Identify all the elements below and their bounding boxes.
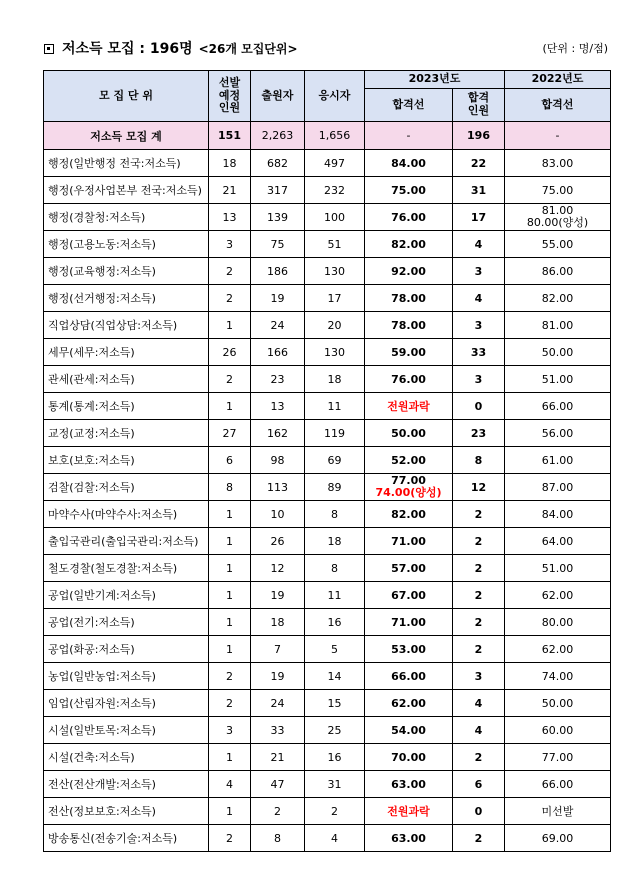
cell-unit-name: 공업(화공:저소득) xyxy=(44,636,209,663)
cell-examinees: 89 xyxy=(305,474,365,501)
cell-examinees: 14 xyxy=(305,663,365,690)
cell-examinees: 4 xyxy=(305,825,365,852)
total-planned: 151 xyxy=(209,122,251,150)
cell-unit-name: 시설(건축:저소득) xyxy=(44,744,209,771)
cell-applicants: 8 xyxy=(251,825,305,852)
cell-examinees: 100 xyxy=(305,204,365,231)
cell-unit-name: 전산(정보보호:저소득) xyxy=(44,798,209,825)
cell-passed-2023: 2 xyxy=(453,825,505,852)
cell-examinees: 8 xyxy=(305,501,365,528)
unit-label: (단위 : 명/점) xyxy=(542,42,608,55)
cell-passed-2023: 2 xyxy=(453,582,505,609)
cell-score-2022: 80.00 xyxy=(505,609,611,636)
header-passers-2023: 합격 인원 xyxy=(453,89,505,122)
table-row xyxy=(44,285,611,312)
cell-planned: 1 xyxy=(209,744,251,771)
cell-score-2022: 86.00 xyxy=(505,258,611,285)
cell-examinees: 20 xyxy=(305,312,365,339)
cell-score-2023: 전원과락 xyxy=(365,393,453,420)
cell-planned: 26 xyxy=(209,339,251,366)
table-row xyxy=(44,393,611,420)
cell-score-2023: 78.00 xyxy=(365,285,453,312)
cell-score-2022: 56.00 xyxy=(505,420,611,447)
cell-planned: 6 xyxy=(209,447,251,474)
cell-planned: 3 xyxy=(209,717,251,744)
table-row xyxy=(44,717,611,744)
cell-score-2023: 53.00 xyxy=(365,636,453,663)
table-row xyxy=(44,771,611,798)
cell-score-2022: 75.00 xyxy=(505,177,611,204)
cell-unit-name: 농업(일반농업:저소득) xyxy=(44,663,209,690)
cell-applicants: 75 xyxy=(251,231,305,258)
cell-examinees: 2 xyxy=(305,798,365,825)
table-row xyxy=(44,366,611,393)
header-pass-score-2023: 합격선 xyxy=(365,89,453,122)
cell-score-2023: 63.00 xyxy=(365,825,453,852)
page-title xyxy=(44,38,298,58)
cell-applicants: 19 xyxy=(251,663,305,690)
cell-planned: 2 xyxy=(209,285,251,312)
cell-score-2023: 71.00 xyxy=(365,609,453,636)
cell-planned: 2 xyxy=(209,825,251,852)
cell-examinees: 119 xyxy=(305,420,365,447)
cell-examinees: 130 xyxy=(305,339,365,366)
header-applicants: 출원자 xyxy=(251,71,305,122)
cell-examinees: 18 xyxy=(305,366,365,393)
cell-applicants: 21 xyxy=(251,744,305,771)
table-row xyxy=(44,231,611,258)
total-passed-2023: 196 xyxy=(453,122,505,150)
cell-passed-2023: 4 xyxy=(453,231,505,258)
cell-score-2023: 50.00 xyxy=(365,420,453,447)
cell-examinees: 5 xyxy=(305,636,365,663)
cell-passed-2023: 2 xyxy=(453,528,505,555)
cell-passed-2023: 2 xyxy=(453,744,505,771)
cell-unit-name: 직업상담(직업상담:저소득) xyxy=(44,312,209,339)
cell-score-2023: 76.00 xyxy=(365,204,453,231)
cell-score-2022: 50.00 xyxy=(505,690,611,717)
cell-planned: 2 xyxy=(209,258,251,285)
cell-applicants: 13 xyxy=(251,393,305,420)
title-subtitle: <26개 모집단위> xyxy=(198,42,298,56)
cell-passed-2023: 3 xyxy=(453,663,505,690)
cell-unit-name: 철도경찰(철도경찰:저소득) xyxy=(44,555,209,582)
cell-score-2022: 81.00 xyxy=(505,312,611,339)
cell-planned: 2 xyxy=(209,690,251,717)
table-row xyxy=(44,339,611,366)
table-row xyxy=(44,312,611,339)
header-year-2022: 2022년도 xyxy=(505,71,611,89)
header-examinees: 응시자 xyxy=(305,71,365,122)
cell-planned: 2 xyxy=(209,366,251,393)
cell-score-2022: 74.00 xyxy=(505,663,611,690)
cell-planned: 2 xyxy=(209,663,251,690)
table-row xyxy=(44,258,611,285)
cell-planned: 1 xyxy=(209,582,251,609)
cell-unit-name: 행정(교육행정:저소득) xyxy=(44,258,209,285)
cell-unit-name: 행정(선거행정:저소득) xyxy=(44,285,209,312)
table-row xyxy=(44,798,611,825)
cell-passed-2023: 0 xyxy=(453,798,505,825)
cell-planned: 27 xyxy=(209,420,251,447)
cell-examinees: 8 xyxy=(305,555,365,582)
cell-passed-2023: 8 xyxy=(453,447,505,474)
cell-examinees: 16 xyxy=(305,609,365,636)
cell-score-2023 xyxy=(365,474,453,501)
cell-score-2023: 92.00 xyxy=(365,258,453,285)
cell-passed-2023: 17 xyxy=(453,204,505,231)
cell-examinees: 232 xyxy=(305,177,365,204)
table-row xyxy=(44,528,611,555)
table-row xyxy=(44,177,611,204)
cell-planned: 1 xyxy=(209,798,251,825)
cell-score-2022: 77.00 xyxy=(505,744,611,771)
cell-score-2023: 76.00 xyxy=(365,366,453,393)
cell-score-2023: 54.00 xyxy=(365,717,453,744)
cell-planned: 1 xyxy=(209,555,251,582)
cell-score-2022: 69.00 xyxy=(505,825,611,852)
cell-passed-2023: 22 xyxy=(453,150,505,177)
cell-unit-name: 행정(일반행정 전국:저소득) xyxy=(44,150,209,177)
cell-examinees: 25 xyxy=(305,717,365,744)
cell-planned: 21 xyxy=(209,177,251,204)
cell-score-2022: 61.00 xyxy=(505,447,611,474)
cell-examinees: 11 xyxy=(305,582,365,609)
cell-examinees: 18 xyxy=(305,528,365,555)
cell-planned: 18 xyxy=(209,150,251,177)
cell-planned: 3 xyxy=(209,231,251,258)
cell-passed-2023: 23 xyxy=(453,420,505,447)
cell-planned: 1 xyxy=(209,636,251,663)
header-pass-score-2022: 합격선 xyxy=(505,89,611,122)
cell-unit-name: 시설(일반토목:저소득) xyxy=(44,717,209,744)
table-row xyxy=(44,825,611,852)
cell-passed-2023: 2 xyxy=(453,609,505,636)
table-row xyxy=(44,582,611,609)
table-row xyxy=(44,447,611,474)
cell-planned: 1 xyxy=(209,393,251,420)
cell-passed-2023: 4 xyxy=(453,285,505,312)
cell-score-2023-extra: 74.00(양성) xyxy=(375,486,442,499)
table-row xyxy=(44,609,611,636)
cell-applicants: 23 xyxy=(251,366,305,393)
cell-unit-name: 행정(경찰청:저소득) xyxy=(44,204,209,231)
cell-passed-2023: 33 xyxy=(453,339,505,366)
cell-score-2022: 51.00 xyxy=(505,366,611,393)
cell-score-2023-value: 77.00 xyxy=(391,474,426,488)
cell-score-2022: 50.00 xyxy=(505,339,611,366)
total-score-2022: - xyxy=(505,122,611,150)
table-row xyxy=(44,744,611,771)
table-row xyxy=(44,555,611,582)
cell-planned: 8 xyxy=(209,474,251,501)
cell-passed-2023: 3 xyxy=(453,258,505,285)
cell-unit-name: 임업(산림자원:저소득) xyxy=(44,690,209,717)
cell-examinees: 17 xyxy=(305,285,365,312)
cell-applicants: 2 xyxy=(251,798,305,825)
table-row xyxy=(44,663,611,690)
cell-passed-2023: 31 xyxy=(453,177,505,204)
cell-score-2023: 63.00 xyxy=(365,771,453,798)
square-bullet-icon xyxy=(44,44,54,54)
cell-unit-name: 출입국관리(출입국관리:저소득) xyxy=(44,528,209,555)
cell-score-2023: 52.00 xyxy=(365,447,453,474)
cell-unit-name: 행정(우정사업본부 전국:저소득) xyxy=(44,177,209,204)
cell-applicants: 7 xyxy=(251,636,305,663)
cell-score-2022: 미선발 xyxy=(505,798,611,825)
table-row xyxy=(44,474,611,501)
cell-score-2023: 67.00 xyxy=(365,582,453,609)
cell-unit-name: 통계(통계:저소득) xyxy=(44,393,209,420)
cell-passed-2023: 2 xyxy=(453,636,505,663)
total-name: 저소득 모집 계 xyxy=(44,122,209,150)
cell-applicants: 19 xyxy=(251,285,305,312)
cell-score-2022: 83.00 xyxy=(505,150,611,177)
cell-score-2022: 87.00 xyxy=(505,474,611,501)
cell-score-2022-value: 81.00 xyxy=(541,204,574,218)
cell-score-2022: 60.00 xyxy=(505,717,611,744)
cell-planned: 1 xyxy=(209,528,251,555)
cell-applicants: 26 xyxy=(251,528,305,555)
cell-examinees: 51 xyxy=(305,231,365,258)
cell-examinees: 69 xyxy=(305,447,365,474)
cell-passed-2023: 12 xyxy=(453,474,505,501)
cell-unit-name: 교정(교정:저소득) xyxy=(44,420,209,447)
recruitment-table xyxy=(43,70,611,852)
cell-passed-2023: 2 xyxy=(453,501,505,528)
table-row xyxy=(44,204,611,231)
cell-examinees: 11 xyxy=(305,393,365,420)
cell-applicants: 10 xyxy=(251,501,305,528)
cell-score-2022-extra: 80.00(양성) xyxy=(526,216,589,229)
total-examinees: 1,656 xyxy=(305,122,365,150)
cell-applicants: 24 xyxy=(251,690,305,717)
cell-planned: 1 xyxy=(209,501,251,528)
cell-planned: 1 xyxy=(209,609,251,636)
cell-applicants: 47 xyxy=(251,771,305,798)
table-row xyxy=(44,636,611,663)
cell-applicants: 12 xyxy=(251,555,305,582)
cell-applicants: 18 xyxy=(251,609,305,636)
cell-examinees: 31 xyxy=(305,771,365,798)
cell-unit-name: 검찰(검찰:저소득) xyxy=(44,474,209,501)
cell-applicants: 186 xyxy=(251,258,305,285)
cell-passed-2023: 0 xyxy=(453,393,505,420)
cell-score-2023: 78.00 xyxy=(365,312,453,339)
cell-unit-name: 공업(전기:저소득) xyxy=(44,609,209,636)
cell-score-2022 xyxy=(505,204,611,231)
cell-applicants: 98 xyxy=(251,447,305,474)
cell-score-2022: 62.00 xyxy=(505,582,611,609)
cell-score-2023: 84.00 xyxy=(365,150,453,177)
title-text: 저소득 모집 : 196명 xyxy=(62,41,193,57)
cell-score-2023: 82.00 xyxy=(365,231,453,258)
cell-score-2023: 59.00 xyxy=(365,339,453,366)
total-applicants: 2,263 xyxy=(251,122,305,150)
cell-passed-2023: 2 xyxy=(453,555,505,582)
header-unit-name: 모 집 단 위 xyxy=(44,71,209,122)
cell-score-2022: 66.00 xyxy=(505,771,611,798)
cell-examinees: 15 xyxy=(305,690,365,717)
table-row xyxy=(44,420,611,447)
header-year-2023: 2023년도 xyxy=(365,71,505,89)
cell-applicants: 162 xyxy=(251,420,305,447)
cell-unit-name: 공업(일반기계:저소득) xyxy=(44,582,209,609)
table-row xyxy=(44,690,611,717)
cell-score-2023: 70.00 xyxy=(365,744,453,771)
cell-applicants: 33 xyxy=(251,717,305,744)
cell-unit-name: 전산(전산개발:저소득) xyxy=(44,771,209,798)
cell-unit-name: 마약수사(마약수사:저소득) xyxy=(44,501,209,528)
cell-planned: 13 xyxy=(209,204,251,231)
cell-unit-name: 세무(세무:저소득) xyxy=(44,339,209,366)
cell-examinees: 16 xyxy=(305,744,365,771)
cell-applicants: 139 xyxy=(251,204,305,231)
cell-score-2023: 전원과락 xyxy=(365,798,453,825)
cell-score-2023: 75.00 xyxy=(365,177,453,204)
cell-score-2023: 82.00 xyxy=(365,501,453,528)
total-score-2023: - xyxy=(365,122,453,150)
cell-score-2022: 64.00 xyxy=(505,528,611,555)
cell-examinees: 497 xyxy=(305,150,365,177)
cell-score-2023: 66.00 xyxy=(365,663,453,690)
table-row xyxy=(44,150,611,177)
cell-score-2022: 84.00 xyxy=(505,501,611,528)
cell-passed-2023: 4 xyxy=(453,717,505,744)
cell-score-2022: 82.00 xyxy=(505,285,611,312)
cell-applicants: 682 xyxy=(251,150,305,177)
cell-score-2023: 62.00 xyxy=(365,690,453,717)
cell-passed-2023: 4 xyxy=(453,690,505,717)
header-planned: 선발 예정 인원 xyxy=(209,71,251,122)
cell-score-2023: 71.00 xyxy=(365,528,453,555)
cell-score-2022: 55.00 xyxy=(505,231,611,258)
cell-unit-name: 방송통신(전송기술:저소득) xyxy=(44,825,209,852)
cell-planned: 4 xyxy=(209,771,251,798)
cell-applicants: 166 xyxy=(251,339,305,366)
cell-score-2022: 62.00 xyxy=(505,636,611,663)
cell-examinees: 130 xyxy=(305,258,365,285)
table-row xyxy=(44,501,611,528)
cell-unit-name: 보호(보호:저소득) xyxy=(44,447,209,474)
cell-passed-2023: 6 xyxy=(453,771,505,798)
cell-unit-name: 관세(관세:저소득) xyxy=(44,366,209,393)
cell-applicants: 24 xyxy=(251,312,305,339)
cell-applicants: 113 xyxy=(251,474,305,501)
cell-passed-2023: 3 xyxy=(453,366,505,393)
cell-score-2022: 66.00 xyxy=(505,393,611,420)
cell-applicants: 19 xyxy=(251,582,305,609)
cell-score-2023: 57.00 xyxy=(365,555,453,582)
cell-score-2022: 51.00 xyxy=(505,555,611,582)
cell-applicants: 317 xyxy=(251,177,305,204)
cell-planned: 1 xyxy=(209,312,251,339)
total-row xyxy=(44,122,611,150)
cell-unit-name: 행정(고용노동:저소득) xyxy=(44,231,209,258)
cell-passed-2023: 3 xyxy=(453,312,505,339)
